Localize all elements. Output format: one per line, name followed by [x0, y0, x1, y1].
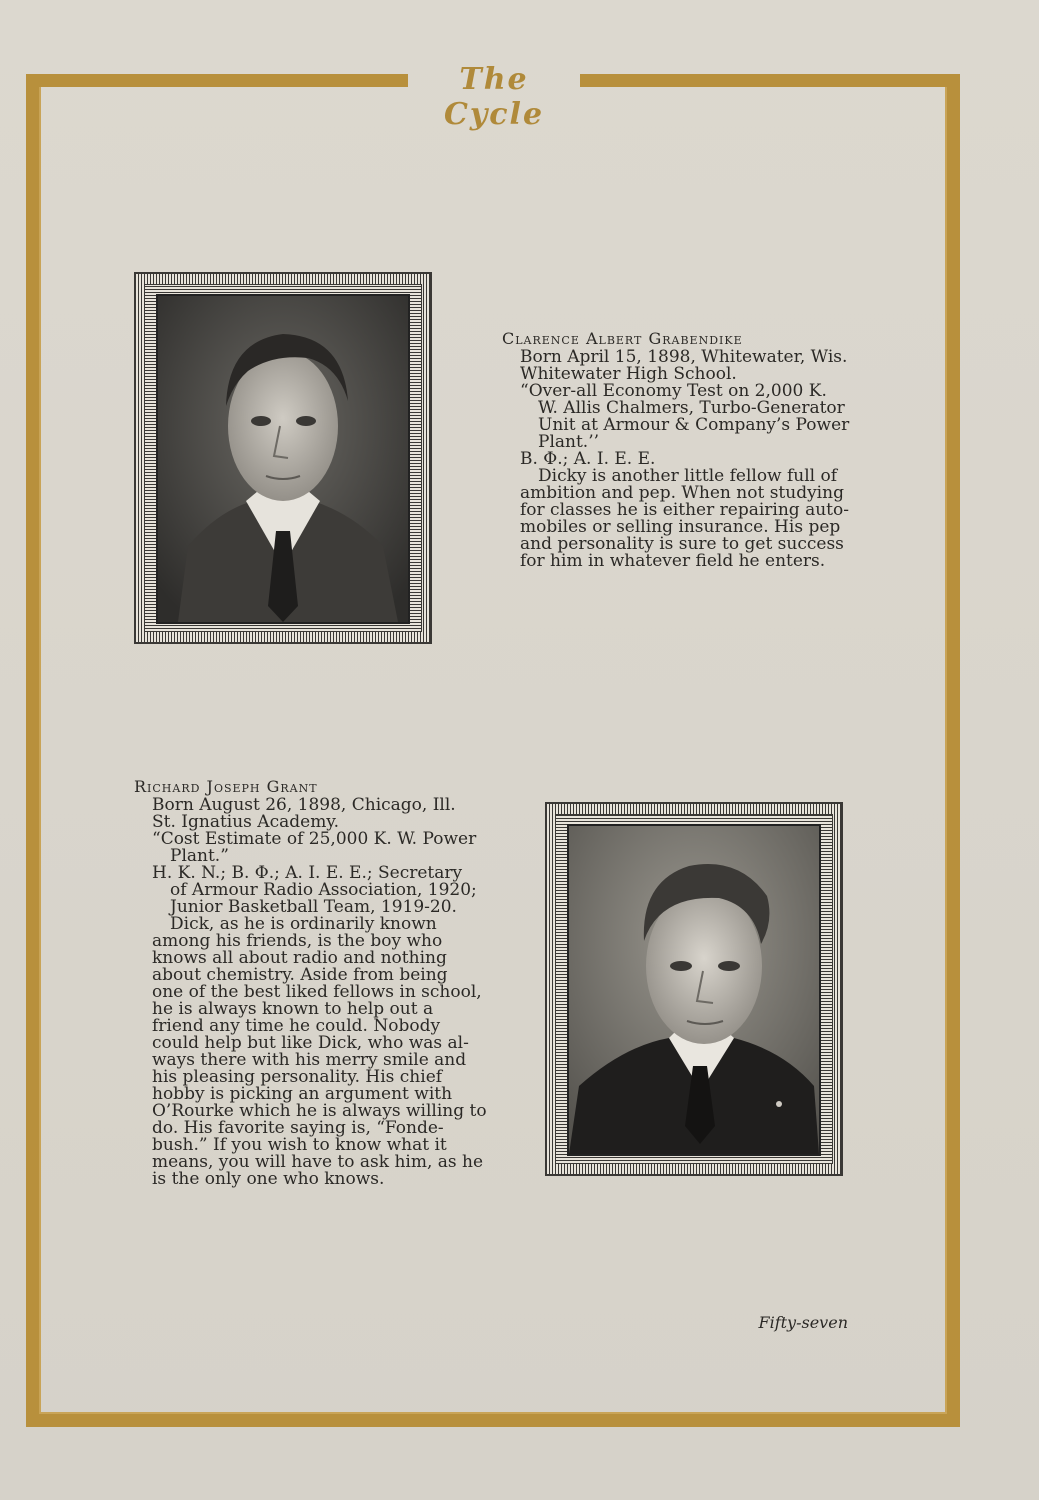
- thesis-line: Plant.”: [170, 846, 229, 866]
- portrait-photo-grabendike: [156, 294, 410, 624]
- yearbook-title: The Cycle: [443, 62, 545, 132]
- page-number: Fifty-seven: [758, 1313, 848, 1332]
- description-line: O’Rourke which he is always willing to: [152, 1101, 487, 1121]
- description-line: mobiles or selling insurance. His pep: [520, 517, 841, 537]
- portrait-frame-grabendike: [134, 272, 432, 644]
- student-name: Clarence Albert Grabendike: [502, 329, 743, 348]
- school-line: St. Ignatius Academy.: [152, 812, 340, 832]
- bio-grabendike: [502, 330, 848, 570]
- birth-line: Born April 15, 1898, Whitewater, Wis.: [520, 347, 848, 367]
- birth-line: Born August 26, 1898, Chicago, Ill.: [152, 795, 456, 815]
- school-line: Whitewater High School.: [520, 364, 737, 384]
- societies-line: H. K. N.; B. Φ.; A. I. E. E.; Secretary: [152, 863, 463, 883]
- description-line: and personality is sure to get success: [520, 534, 844, 554]
- description-line: among his friends, is the boy who: [152, 931, 443, 951]
- description-line: about chemistry. Aside from being: [152, 965, 448, 985]
- description-line: he is always known to help out a: [152, 999, 434, 1019]
- thesis-line: “Over-all Economy Test on 2,000 K.: [520, 381, 827, 401]
- societies-line: B. Φ.; A. I. E. E.: [520, 449, 656, 469]
- description-line: one of the best liked fellows in school,: [152, 982, 482, 1002]
- description-line: is the only one who knows.: [152, 1169, 385, 1189]
- description-line: could help but like Dick, who was al-: [152, 1033, 469, 1053]
- societies-line: of Armour Radio Association, 1920;: [170, 880, 477, 900]
- description-line: for classes he is either repairing auto-: [520, 500, 849, 520]
- description-line: bush.” If you wish to know what it: [152, 1135, 447, 1155]
- description-line: ambition and pep. When not studying: [520, 483, 844, 503]
- gold-border-top-right: [580, 74, 960, 87]
- thesis-line: “Cost Estimate of 25,000 K. W. Power: [152, 829, 477, 849]
- societies-line: Junior Basketball Team, 1919-20.: [170, 897, 457, 917]
- portrait-frame-grant: [545, 802, 843, 1176]
- thesis-line: W. Allis Chalmers, Turbo-Generator: [538, 398, 845, 418]
- description-line: friend any time he could. Nobody: [152, 1016, 441, 1036]
- gold-border-top-left: [26, 74, 408, 87]
- description-line: knows all about radio and nothing: [152, 948, 447, 968]
- description-line: ways there with his merry smile and: [152, 1050, 467, 1070]
- description-line: Dick, as he is ordinarily known: [170, 914, 437, 934]
- description-line: means, you will have to ask him, as he: [152, 1152, 484, 1172]
- description-line: Dicky is another little fellow full of: [538, 466, 838, 486]
- description-line: hobby is picking an argument with: [152, 1084, 453, 1104]
- description-line: for him in whatever field he enters.: [520, 551, 826, 571]
- bio-grant: [134, 777, 487, 1189]
- description-line: his pleasing personality. His chief: [152, 1067, 443, 1087]
- portrait-photo-grant: [567, 824, 821, 1156]
- description-line: do. His favorite saying is, “Fonde-: [152, 1118, 444, 1138]
- student-name: Richard Joseph Grant: [134, 777, 318, 796]
- thesis-line: Plant.’’: [538, 432, 600, 452]
- thesis-line: Unit at Armour & Company’s Power: [538, 415, 850, 435]
